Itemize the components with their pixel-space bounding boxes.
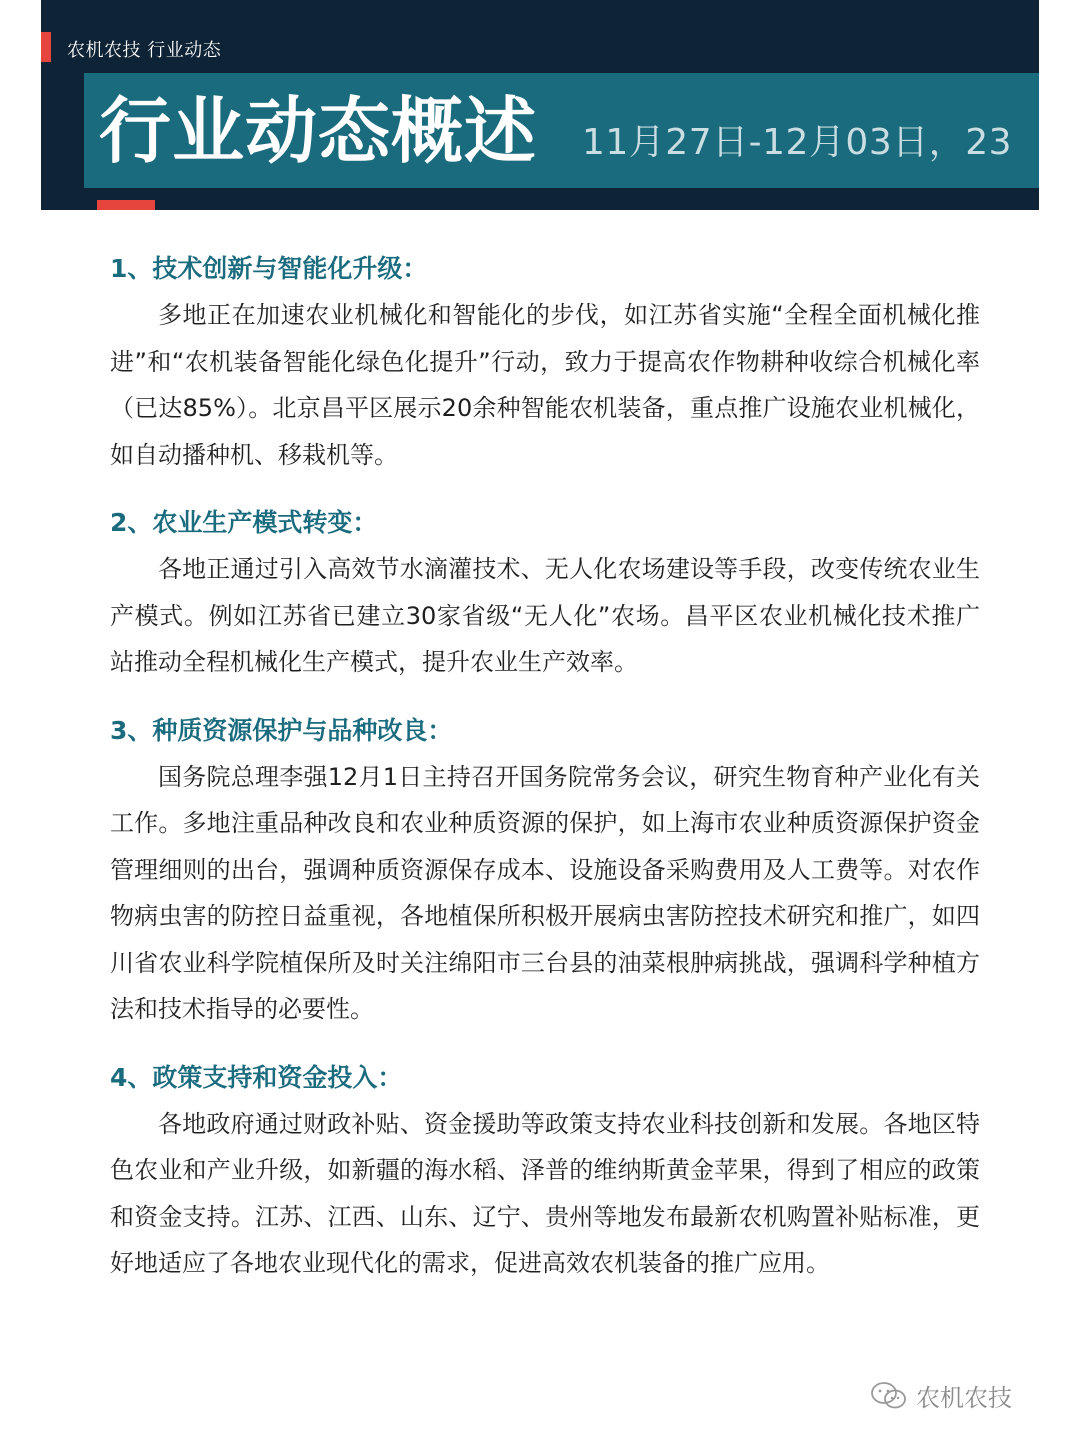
page-title: 行业动态概述 (99, 89, 538, 173)
section-heading: 3、种质资源保护与品种改良： (110, 715, 453, 745)
watermark (870, 1378, 1012, 1413)
date-range: 11月27日-12月03日，23 (582, 122, 1013, 163)
red-tab-accent (97, 200, 155, 210)
breadcrumb: 农机农技 行业动态 (67, 40, 222, 61)
red-accent-bar (41, 32, 51, 62)
article-content (110, 246, 980, 1309)
section-2 (110, 500, 980, 686)
section-3 (110, 708, 980, 1033)
section-body: 多地正在加速农业机械化和智能化的步伐，如江苏省实施“全程全面机械化推进”和“农机装备智能化绿色化提升”行动，致力于提高农作物耕种收综合机械化率（已达85%）。北京昌平区展示20余种智能农机装备，重点推广设施农业机械化，如自动播种机、移栽机等。 (110, 301, 980, 469)
section-1 (110, 246, 980, 478)
watermark-text: 农机农技 (916, 1384, 1012, 1412)
section-heading: 4、政策支持和资金投入： (110, 1062, 403, 1092)
section-body: 国务院总理李强12月1日主持召开国务院常务会议，研究生物育种产业化有关工作。多地注重品种改良和农业种质资源的保护，如上海市农业种质资源保护资金管理细则的出台，强调种质资源保存成本、设施设备采购费用及人工费等。对农作物病虫害的防控日益重视，各地植保所积极开展病虫害防控技术研究和推广，如四川省农业科学院植保所及时关注绵阳市三台县的油菜根肿病挑战，强调科学种植方法和技术指导的必要性。 (110, 762, 980, 1023)
section-4 (110, 1055, 980, 1287)
section-body: 各地正通过引入高效节水滴灌技术、无人化农场建设等手段，改变传统农业生产模式。例如江苏省已建立30家省级“无人化”农场。昌平区农业机械化技术推广站推动全程机械化生产模式，提升农业生产效率。 (110, 555, 980, 676)
section-heading: 1、技术创新与智能化升级： (110, 254, 428, 283)
section-body: 各地政府通过财政补贴、资金援助等政策支持农业科技创新和发展。各地区特色农业和产业升级，如新疆的海水稻、泽普的维纳斯黄金苹果，得到了相应的政策和资金支持。江苏、江西、山东、辽宁、贵州等地发布最新农机购置补贴标准，更好地适应了各地农业现代化的需求，促进高效农机装备的推广应用。 (110, 1109, 980, 1277)
wechat-icon (870, 1381, 908, 1411)
section-heading: 2、农业生产模式转变： (110, 508, 378, 537)
